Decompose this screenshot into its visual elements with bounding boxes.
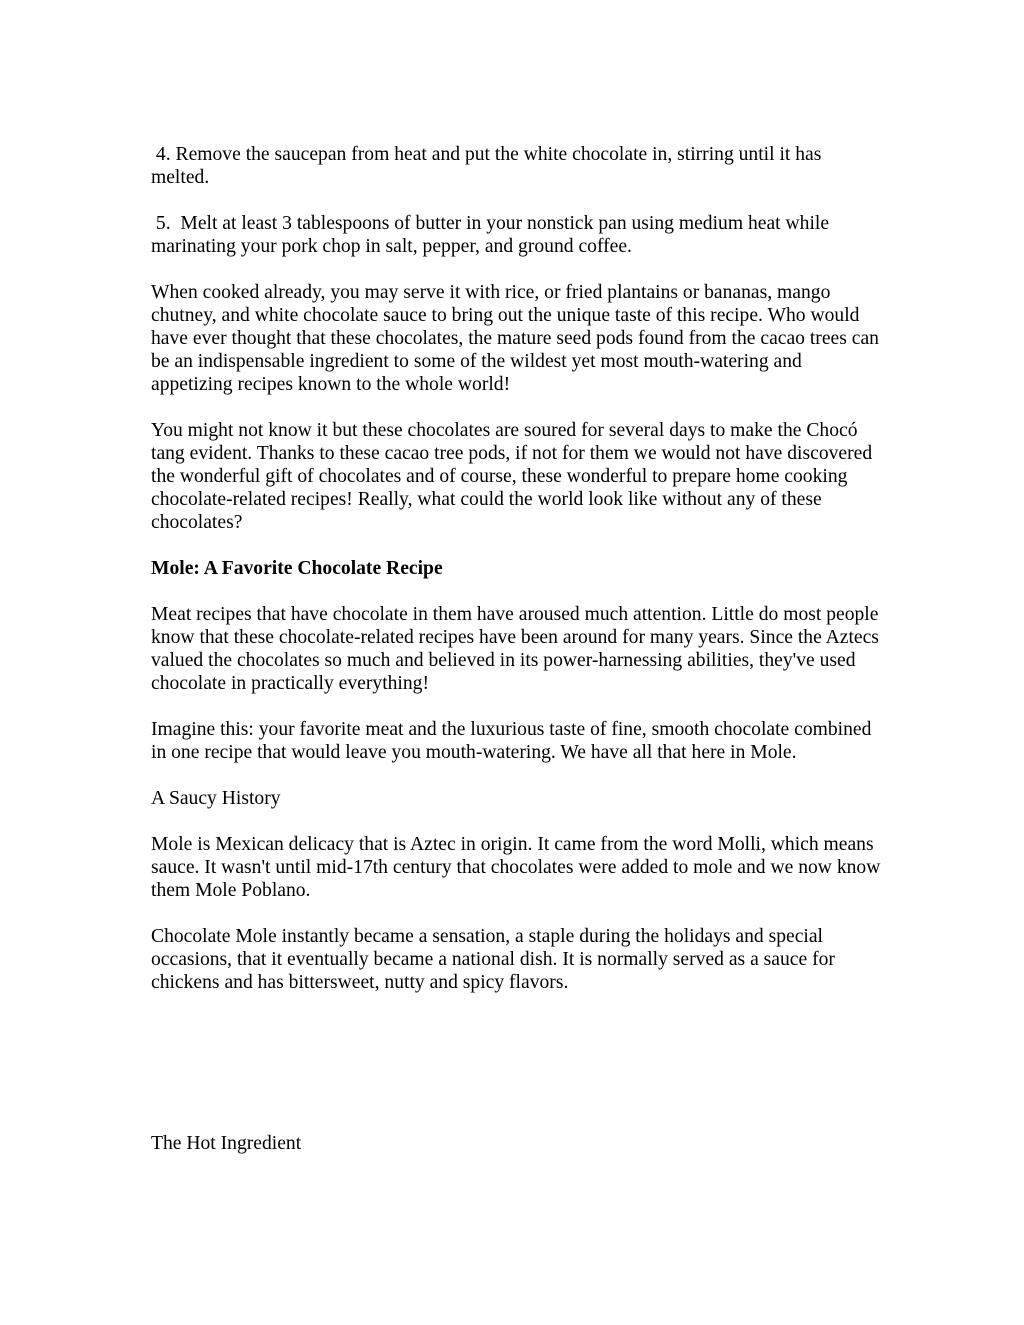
meat-recipes-paragraph: Meat recipes that have chocolate in them have aroused much attention. Little do most people know that these chocolate-related recipes have been around for many years. Since the Aztecs valued the chocolates so much and believed in its power-harnessing abilities, they've used chocolate in practically everything! [151,604,884,694]
step-4-paragraph: 4. Remove the saucepan from heat and put the white chocolate in, stirring until it has melted. [151,144,827,188]
imagine-paragraph: Imagine this: your favorite meat and the luxurious taste of fine, smooth chocolate combined in one recipe that would leave you mouth-watering. We have all that here in Mole. [151,719,877,763]
section-heading: Mole: A Favorite Chocolate Recipe [151,558,443,579]
blank-spacer [151,1017,881,1132]
serving-paragraph: When cooked already, you may serve it with rice, or fried plantains or bananas, mango chutney, and white chocolate sauce to bring out the unique taste of this recipe. Who would have ever thought that these chocolates, the mature seed pods found from the cacao trees can be an indispensable ingredient to some of the wildest yet most mouth-watering and appetizing recipes known to the whole world! [151,282,884,395]
mole-sensation-paragraph: Chocolate Mole instantly became a sensation, a staple during the holidays and special occasions, that it eventually became a national dish. It is normally served as a sauce for chickens and has bittersweet, nutty and spicy flavors. [151,926,840,993]
history-subheading: A Saucy History [151,788,281,809]
hot-ingredient-subheading: The Hot Ingredient [151,1133,302,1154]
mole-origin-paragraph: Mole is Mexican delicacy that is Aztec in origin. It came from the word Molli, which means sauce. It wasn't until mid-17th century that chocolates were added to mole and we now know them Mole Poblano. [151,834,886,901]
step-5-paragraph: 5. Melt at least 3 tablespoons of butter in your nonstick pan using medium heat while marinating your pork chop in salt, pepper, and ground coffee. [151,213,839,257]
document-page [151,143,886,1178]
cacao-paragraph: You might not know it but these chocolates are soured for several days to make the Chocó tang evident. Thanks to these cacao tree pods, if not for them we would not have discovered the wonderful gift of chocolates and of course, these wonderful to prepare home cooking chocolate-related recipes! Really, what could the world look like without any of these chocolates? [151,420,878,533]
